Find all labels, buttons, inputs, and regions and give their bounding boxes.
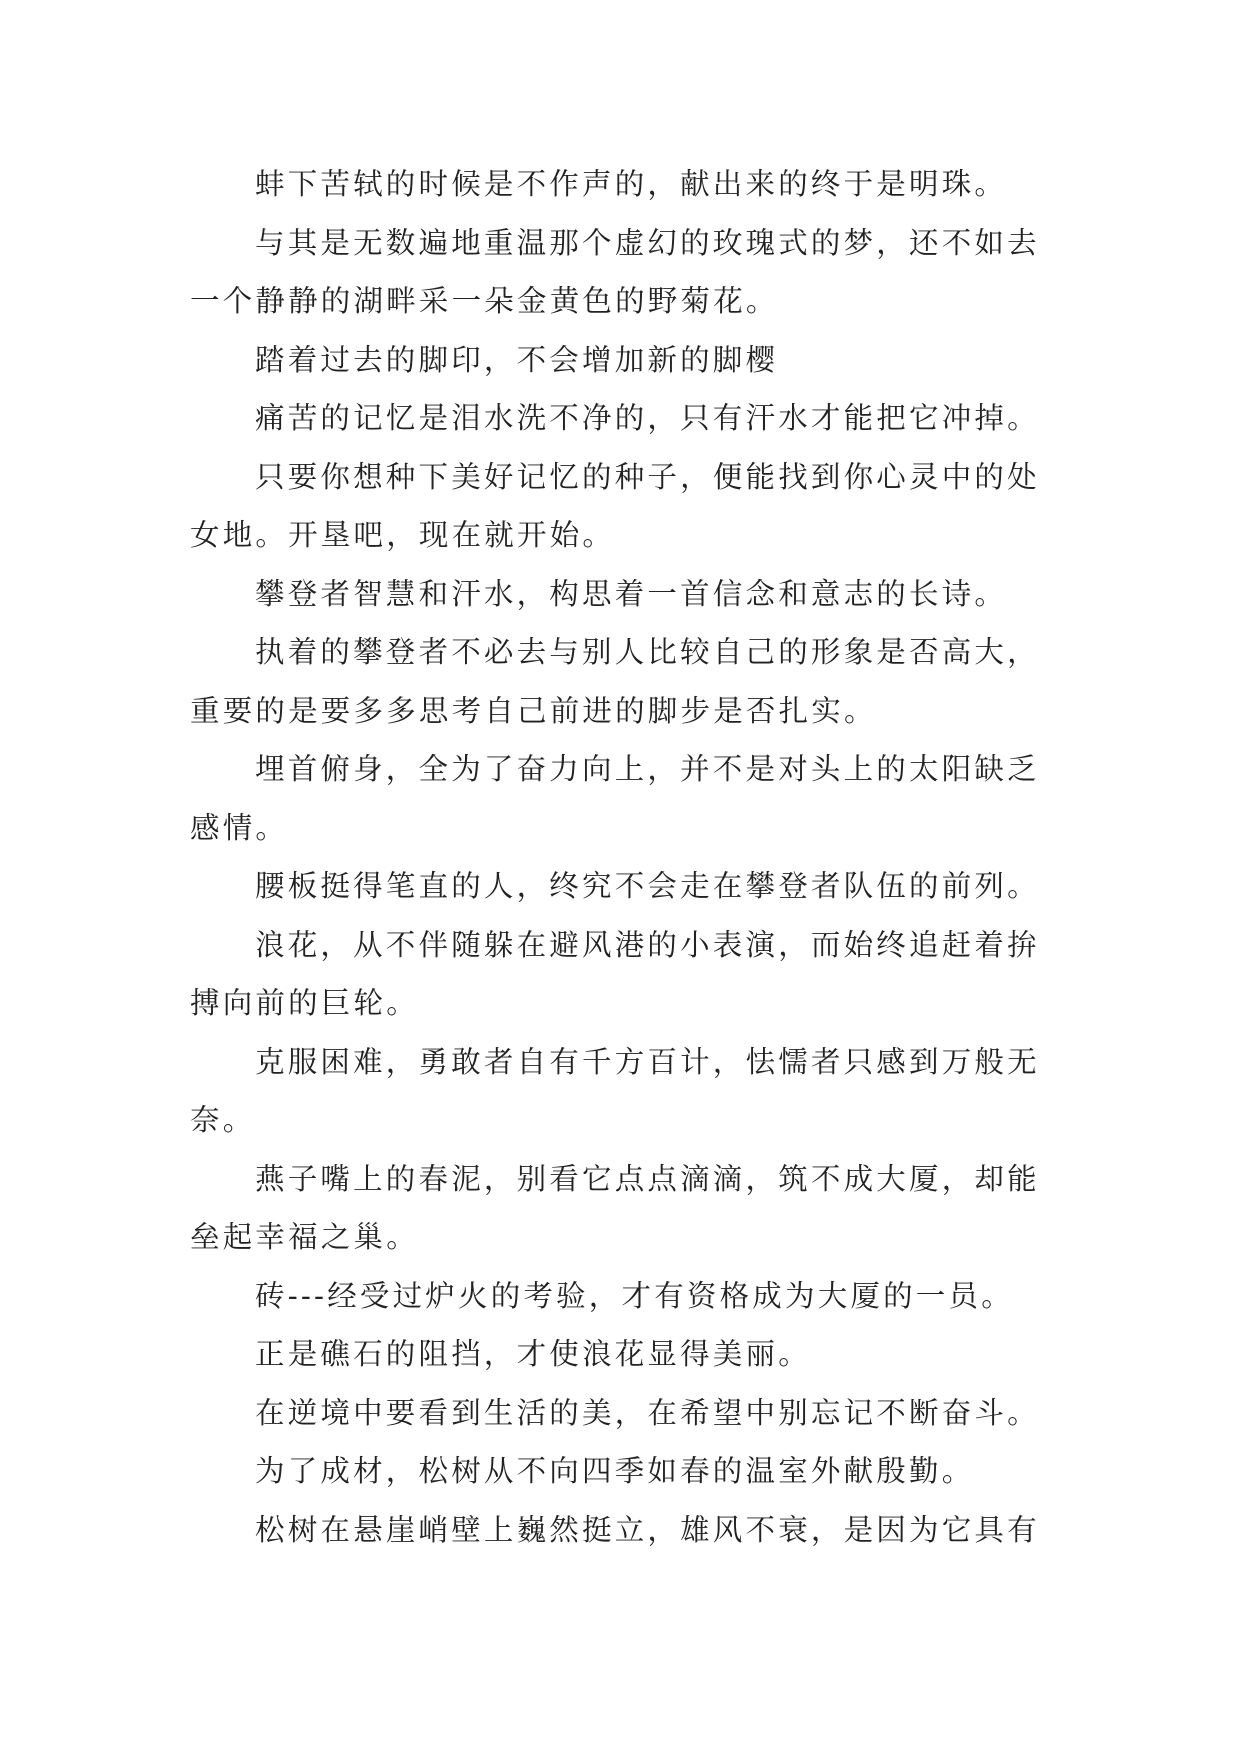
paragraph: 正是礁石的阻挡，才使浪花显得美丽。 — [255, 1337, 811, 1371]
paragraph: 埋首俯身，全为了奋力向上，并不是对头上的太阳缺乏感情。 — [190, 752, 1040, 845]
paragraph: 松树在悬崖峭壁上巍然挺立，雄风不衰，是因为它具有 — [255, 1512, 1040, 1547]
paragraph: 执着的攀登者不必去与别人比较自己的形象是否高大，重要的是要多多思考自己前进的脚步是否扎实。 — [190, 635, 1040, 728]
paragraph: 痛苦的记忆是泪水洗不净的，只有汗水才能把它冲掉。 — [255, 401, 1040, 435]
paragraph: 克服困难，勇敢者自有千方百计，怯懦者只感到万般无奈。 — [190, 1044, 1040, 1137]
paragraph: 攀登者智慧和汗水，构思着一首信念和意志的长诗。 — [255, 576, 1008, 611]
paragraph: 踏着过去的脚印，不会增加新的脚樱 — [255, 342, 779, 377]
paragraph: 燕子嘴上的春泥，别看它点点滴滴，筑不成大厦，却能垒起幸福之巢。 — [190, 1161, 1040, 1254]
paragraph: 与其是无数遍地重温那个虚幻的玫瑰式的梦，还不如去一个静静的湖畔采一朵金黄色的野菊花。 — [190, 225, 1040, 318]
paragraph: 腰板挺得笔直的人，终究不会走在攀登者队伍的前列。 — [255, 869, 1040, 903]
paragraph: 浪花，从不伴随躲在避风港的小表演，而始终追赶着拚搏向前的巨轮。 — [190, 927, 1040, 1020]
paragraph: 在逆境中要看到生活的美，在希望中别忘记不断奋斗。 — [255, 1395, 1040, 1430]
paragraph: 为了成材，松树从不向四季如春的温室外献殷勤。 — [255, 1454, 975, 1488]
paragraph: 只要你想种下美好记忆的种子，便能找到你心灵中的处女地。开垦吧，现在就开始。 — [190, 459, 1040, 552]
paragraph: 蚌下苦轼的时候是不作声的，献出来的终于是明珠。 — [255, 167, 1008, 201]
document-body — [190, 155, 1070, 1559]
paragraph: 砖---经受过炉火的考验，才有资格成为大厦的一员。 — [255, 1278, 1014, 1313]
